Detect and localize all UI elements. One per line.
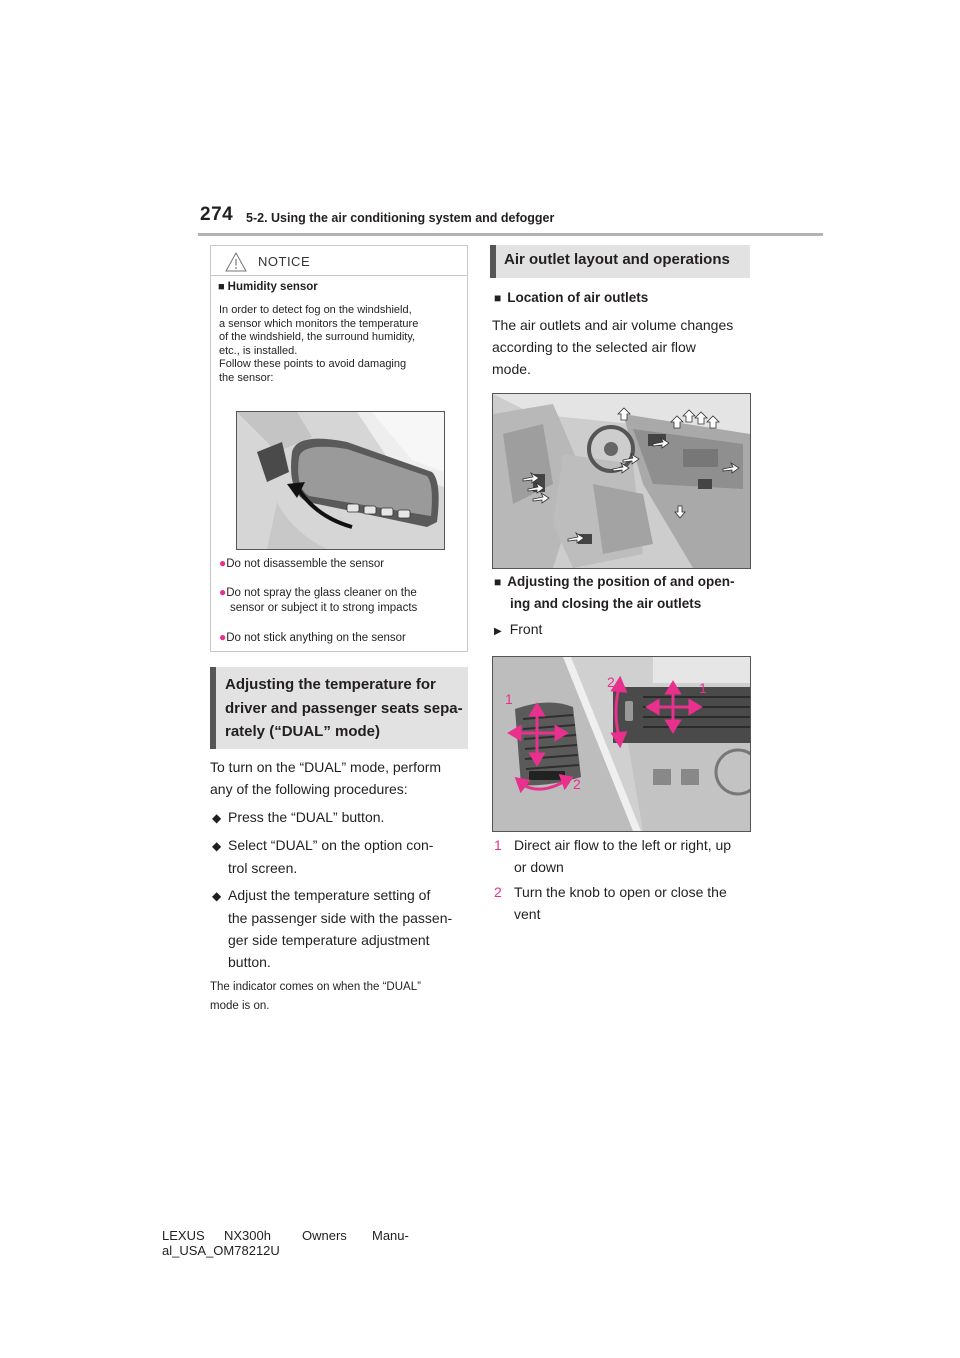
section-title: 5-2. Using the air conditioning system and defogger xyxy=(246,211,555,225)
footer: LEXUS NX300h Owners Manu- al_USA_OM78212U xyxy=(162,1228,409,1258)
vent-callout-label: 1 xyxy=(505,691,513,707)
procedure-item: ◆ Adjust the temperature setting of the passenger side with the passen- ger side temperature adjustment button. xyxy=(212,887,453,970)
page-number: 274 xyxy=(200,204,234,225)
location-text: The air outlets and air volume changes according to the selected air flow mode. xyxy=(492,317,734,377)
dual-mode-heading: Adjusting the temperature for driver and passenger seats sepa- rately (“DUAL” mode) xyxy=(210,667,468,749)
header-divider xyxy=(198,233,823,236)
vent-callout-label: 2 xyxy=(607,674,615,690)
square-bullet-icon: ■ xyxy=(494,291,502,305)
procedure-item: ◆ Select “DUAL” on the option con- trol screen. xyxy=(212,837,434,876)
notice-bullet: ●Do not disassemble the sensor xyxy=(219,556,385,570)
cabin-air-outlets-illustration xyxy=(492,393,751,569)
notice-box xyxy=(210,245,468,652)
vent-callout-label: 1 xyxy=(699,680,707,696)
notice-header xyxy=(211,246,467,276)
diamond-bullet-icon: ◆ xyxy=(212,839,222,853)
vent-callout-label: 2 xyxy=(573,776,581,792)
notice-title: NOTICE xyxy=(258,254,311,269)
front-vents-illustration xyxy=(492,656,751,832)
diamond-bullet-icon: ◆ xyxy=(212,811,222,825)
location-subheading: ■ Location of air outlets xyxy=(494,290,649,305)
triangle-bullet-icon: ▶ xyxy=(494,626,502,637)
humidity-sensor-illustration xyxy=(236,411,445,550)
dual-mode-intro: To turn on the “DUAL” mode, perform any of the following procedures: xyxy=(210,759,442,797)
square-bullet-icon: ■ xyxy=(218,281,225,293)
warning-triangle-icon xyxy=(225,252,247,272)
procedure-item: ◆ Press the “DUAL” button. xyxy=(212,806,468,829)
humidity-sensor-heading: ■ Humidity sensor xyxy=(218,281,318,293)
step-item: 1 Direct air flow to the left or right, up or down xyxy=(494,837,732,875)
diamond-bullet-icon: ◆ xyxy=(212,889,222,903)
square-bullet-icon: ■ xyxy=(494,575,502,589)
air-outlet-heading: Air outlet layout and operations xyxy=(490,245,750,278)
pink-dot-icon: ● xyxy=(219,556,227,570)
dual-mode-note: The indicator comes on when the “DUAL” mode is on. xyxy=(210,981,421,1012)
notice-bullet: ●Do not spray the glass cleaner on the sensor or subject it to strong impacts xyxy=(219,585,418,614)
front-label: ▶ Front xyxy=(494,621,543,637)
pink-dot-icon: ● xyxy=(219,585,227,599)
pink-dot-icon: ● xyxy=(219,630,227,644)
step-item: 2 Turn the knob to open or close the vent xyxy=(494,884,727,922)
adjusting-outlets-subheading: ■ Adjusting the position of and open- ing and closing the air outlets xyxy=(494,574,735,611)
humidity-sensor-text: In order to detect fog on the windshield, a sensor which monitors the temperature of the windshield, the surround humidity, etc., is installed. Follow these points to avoid damaging the sensor: xyxy=(219,304,419,384)
notice-bullet: ●Do not stick anything on the sensor xyxy=(219,630,406,644)
